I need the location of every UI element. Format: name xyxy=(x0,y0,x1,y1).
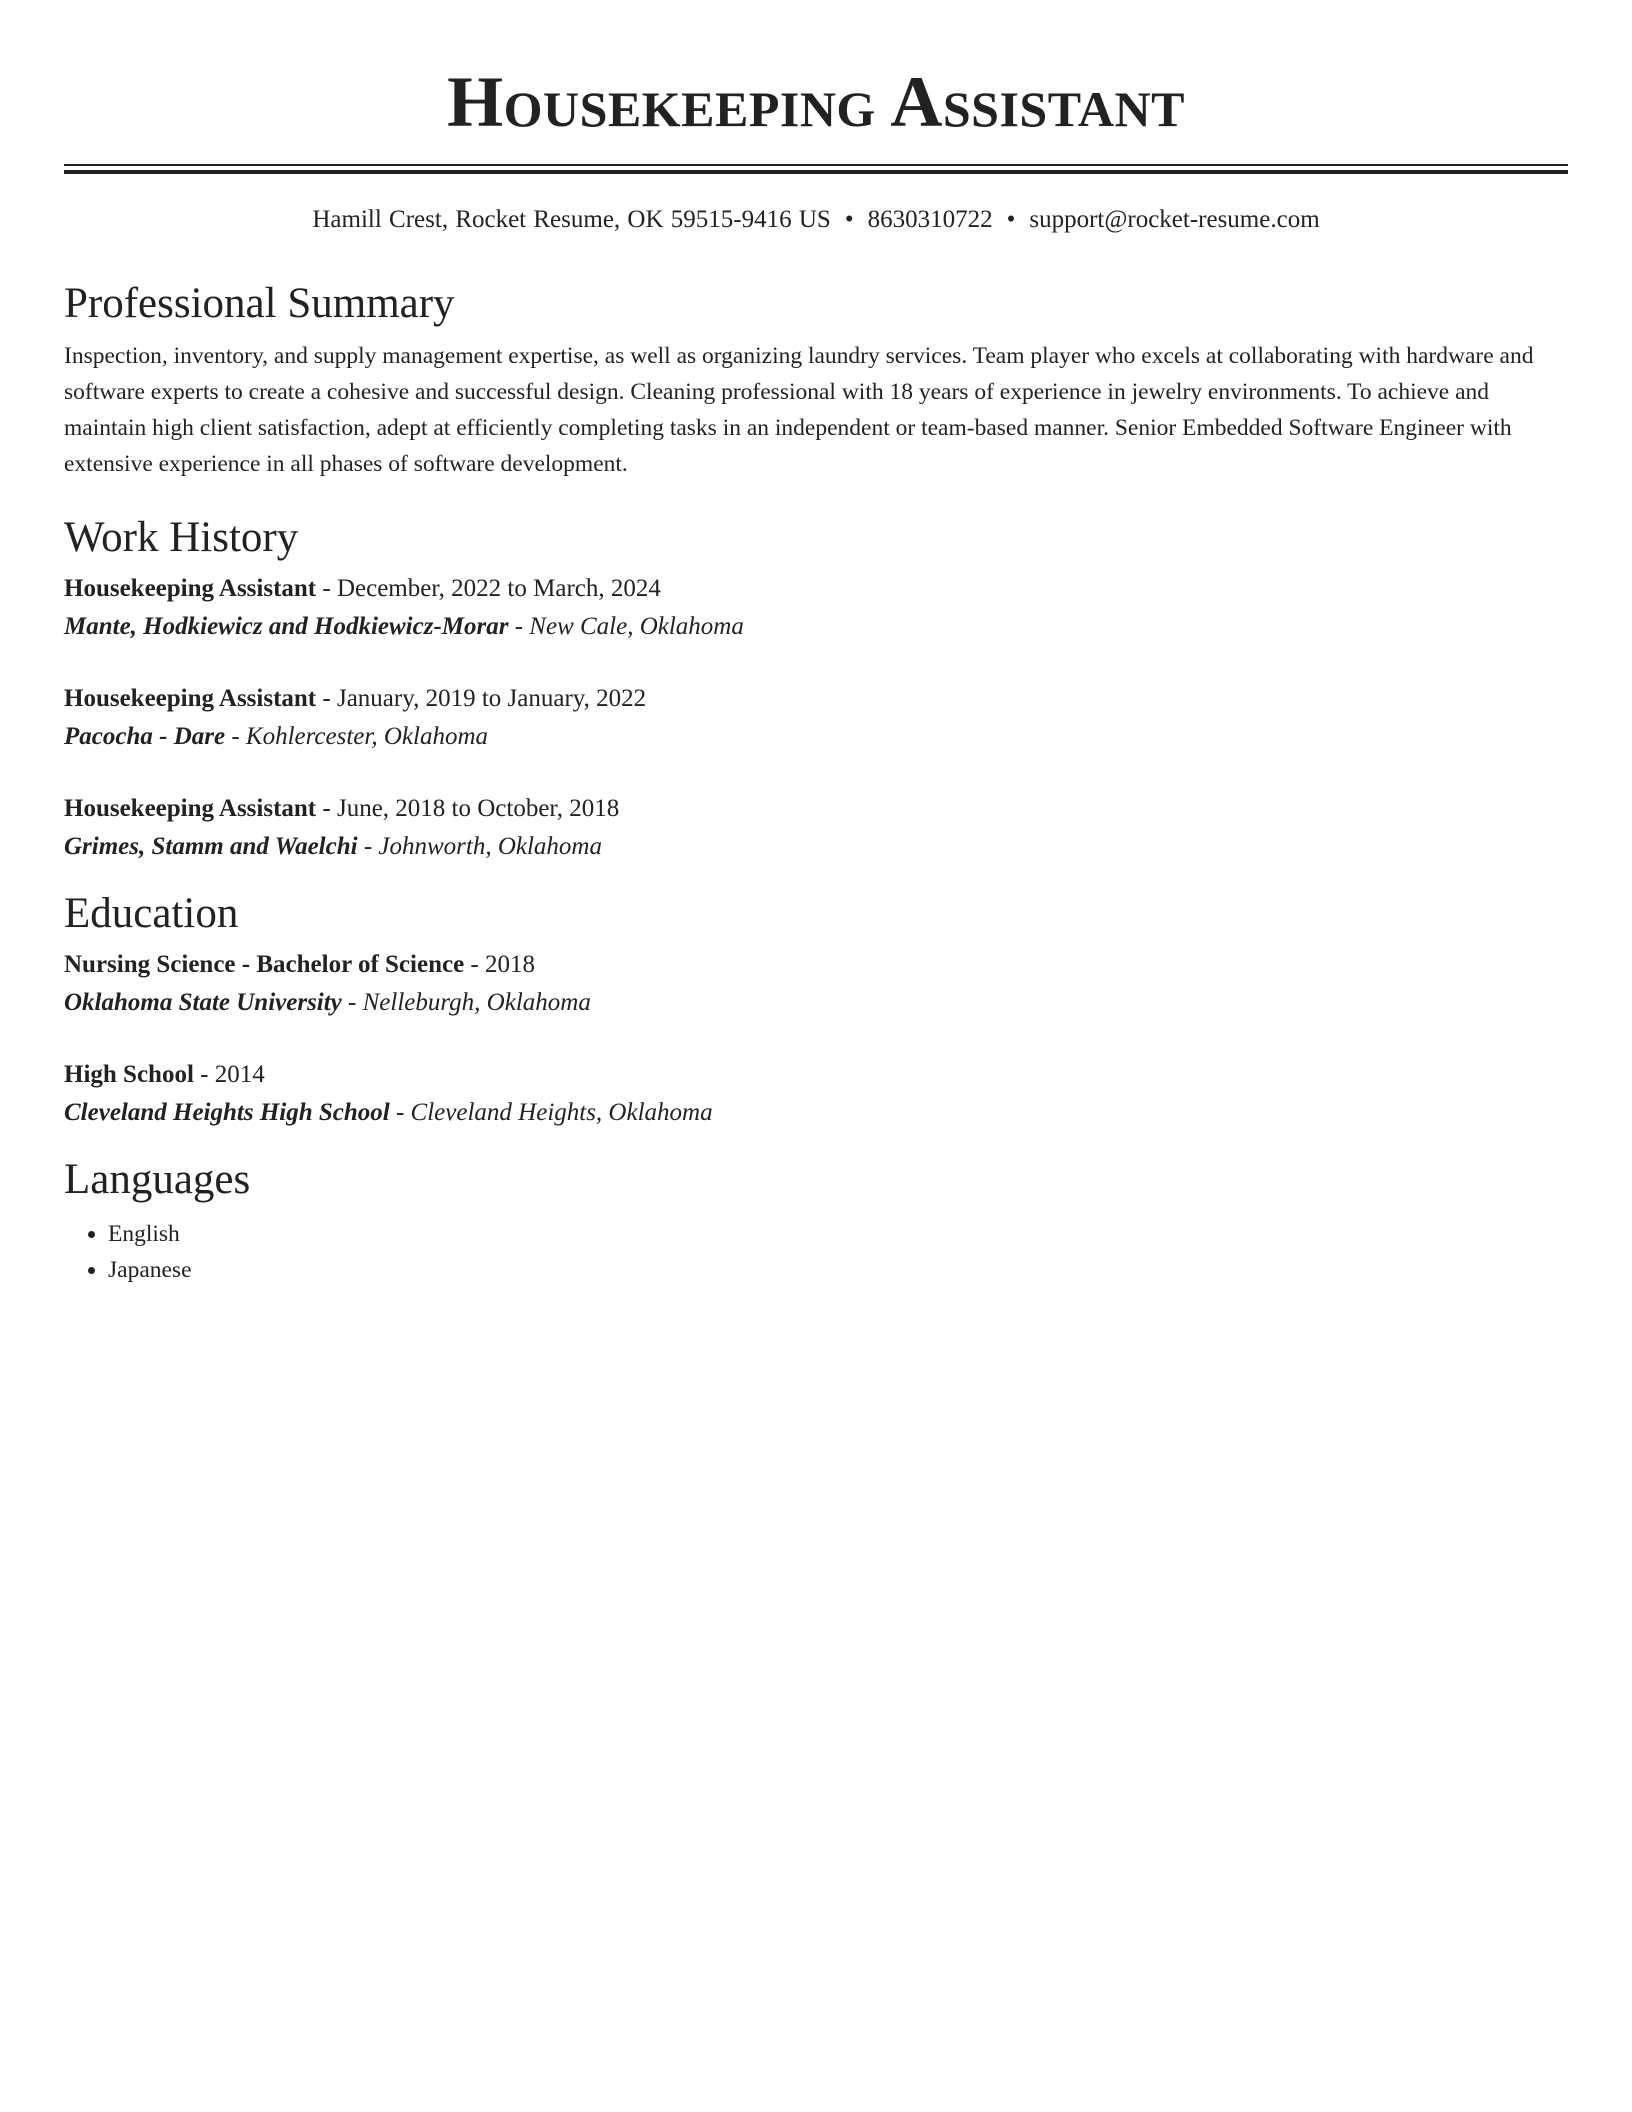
summary-section xyxy=(64,278,1568,482)
education-entries xyxy=(64,946,1568,1132)
education-entry-header xyxy=(64,1056,1568,1094)
job-dates: - December, 2022 to March, 2024 xyxy=(316,575,661,602)
employer-name: Grimes, Stamm and Waelchi xyxy=(64,833,358,860)
degree-year: - 2014 xyxy=(193,1061,265,1088)
work-entry-header xyxy=(64,790,1568,828)
contact-separator: • xyxy=(844,206,854,233)
degree-title: Nursing Science - Bachelor of Science xyxy=(64,951,465,978)
degree-title: High School xyxy=(64,1061,194,1088)
education-entry-header xyxy=(64,946,1568,984)
degree-year: - 2018 xyxy=(464,951,535,978)
education-entry xyxy=(64,1056,1568,1132)
education-entry-school xyxy=(64,1094,1568,1132)
work-entry-employer xyxy=(64,608,1568,646)
work-history-heading: Work History xyxy=(64,514,299,561)
job-dates: - June, 2018 to October, 2018 xyxy=(316,795,620,822)
summary-text: Inspection, inventory, and supply management expertise, as well as organizing laundry services. Team player who excels at collaborating with hardware and software experts to create a cohesive and successful design. Cleaning professional with 18 years of experience in jewelry environments. To achieve and maintain high client satisfaction, adept at efficiently completing tasks in an independent or team-based manner. Senior Embedded Software Engineer with extensive experience in all phases of software development. xyxy=(64,343,1534,477)
job-title: Housekeeping Assistant xyxy=(64,575,317,602)
work-entry-header xyxy=(64,680,1568,718)
job-title: Housekeeping Assistant xyxy=(64,795,317,822)
school-location: - Cleveland Heights, Oklahoma xyxy=(389,1099,713,1126)
contact-email: support@rocket-resume.com xyxy=(1029,206,1320,233)
candidate-name: Housekeeping Assistant xyxy=(447,62,1185,142)
work-history-section xyxy=(64,512,1568,866)
contact-separator: • xyxy=(1006,206,1016,233)
language-item: • Japanese xyxy=(108,1252,1568,1288)
work-entry xyxy=(64,570,1568,646)
languages-list xyxy=(64,1216,1568,1288)
employer-location: - Johnworth, Oklahoma xyxy=(357,833,602,860)
employer-location: - New Cale, Oklahoma xyxy=(508,613,744,640)
school-location: - Nelleburgh, Oklahoma xyxy=(341,989,591,1016)
employer-name: Pacocha - Dare xyxy=(64,723,226,750)
work-entry-employer xyxy=(64,828,1568,866)
education-entry-school xyxy=(64,984,1568,1022)
employer-name: Mante, Hodkiewicz and Hodkiewicz-Morar xyxy=(64,613,509,640)
contact-line xyxy=(64,204,1568,236)
work-entry-header xyxy=(64,570,1568,608)
employer-location: - Kohlercester, Oklahoma xyxy=(225,723,488,750)
school-name: Oklahoma State University xyxy=(64,989,342,1016)
education-heading: Education xyxy=(64,890,239,937)
summary-heading: Professional Summary xyxy=(64,280,455,327)
work-entries xyxy=(64,570,1568,866)
work-entry xyxy=(64,790,1568,866)
contact-phone: 8630310722 xyxy=(867,206,993,233)
education-section xyxy=(64,888,1568,1132)
school-name: Cleveland Heights High School xyxy=(64,1099,390,1126)
header-double-rule xyxy=(64,164,1568,174)
job-title: Housekeeping Assistant xyxy=(64,685,317,712)
job-dates: - January, 2019 to January, 2022 xyxy=(316,685,647,712)
education-entry xyxy=(64,946,1568,1022)
work-entry xyxy=(64,680,1568,756)
contact-address: Hamill Crest, Rocket Resume, OK 59515-9416 US xyxy=(312,206,831,233)
language-item: • English xyxy=(108,1216,1568,1252)
languages-section xyxy=(64,1154,1568,1288)
languages-heading: Languages xyxy=(64,1156,251,1203)
work-entry-employer xyxy=(64,718,1568,756)
